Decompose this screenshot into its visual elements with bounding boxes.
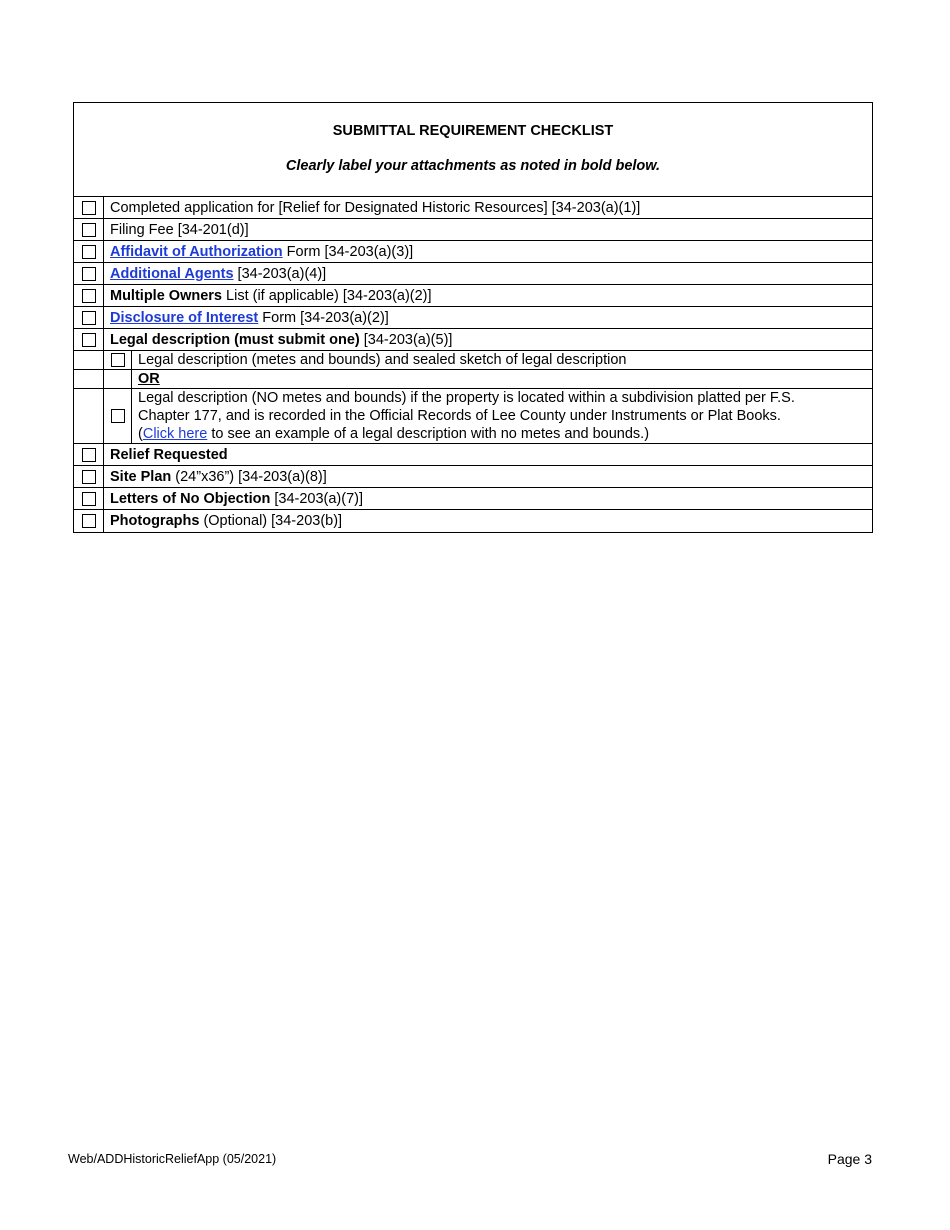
checkbox[interactable] (82, 514, 96, 528)
item-bold: Multiple Owners (110, 288, 222, 304)
legal-option-1: Legal description (metes and bounds) and sealed sketch of legal description (138, 352, 627, 368)
checkbox[interactable] (82, 289, 96, 303)
additional-agents-link[interactable]: Additional Agents (110, 266, 234, 282)
legal-sub-row (74, 389, 872, 444)
item-text: [34-203(a)(5)] (359, 332, 453, 348)
checklist-row (74, 263, 872, 285)
submittal-checklist (73, 102, 873, 533)
item-bold: Letters of No Objection (110, 491, 271, 507)
checkbox[interactable] (82, 245, 96, 259)
checkbox[interactable] (82, 201, 96, 215)
checklist-row (74, 329, 872, 351)
checklist-header (74, 103, 872, 197)
disclosure-link[interactable]: Disclosure of Interest (110, 310, 259, 326)
checklist-row (74, 488, 872, 510)
item-text: (24”x36”) [34-203(a)(8)] (171, 469, 327, 485)
item-text: [34-203(a)(7)] (270, 491, 364, 507)
checklist-subtitle: Clearly label your attachments as noted in bold below. (285, 158, 661, 174)
click-here-link[interactable]: Click here (142, 426, 208, 442)
legal-option-2-line-2: Chapter 177, and is recorded in the Official Records of Lee County under Instruments or Plat Books. (138, 408, 781, 424)
checkbox[interactable] (82, 267, 96, 281)
checkbox[interactable] (82, 223, 96, 237)
legal-option-2-line-1: Legal description (NO metes and bounds) if the property is located within a subdivision platted per F.S. (138, 390, 795, 406)
checklist-row (74, 307, 872, 329)
or-label: OR (138, 371, 160, 387)
checklist-row (74, 197, 872, 219)
item-bold: Site Plan (110, 469, 172, 485)
item-text: (Optional) [34-203(b)] (199, 513, 343, 529)
checklist-row (74, 219, 872, 241)
item-text: Form [34-203(a)(3)] (282, 244, 414, 260)
item-text: Form [34-203(a)(2)] (258, 310, 389, 326)
checkbox[interactable] (111, 409, 125, 423)
legal-option-2-line-3: to see an example of a legal description with no metes and bounds.) (207, 426, 650, 442)
checkbox[interactable] (82, 333, 96, 347)
item-bold: Legal description (must submit one) (110, 332, 360, 348)
item-text: List (if applicable) [34-203(a)(2)] (222, 288, 432, 304)
checklist-row (74, 285, 872, 307)
checklist-row (74, 444, 872, 466)
affidavit-link[interactable]: Affidavit of Authorization (110, 244, 283, 260)
legal-sub-row (74, 351, 872, 370)
item-text: [34-203(a)(4)] (233, 266, 327, 282)
paren-open: ( (138, 426, 143, 442)
item-bold: Photographs (110, 513, 200, 529)
checkbox[interactable] (82, 470, 96, 484)
checkbox[interactable] (82, 311, 96, 325)
checkbox[interactable] (82, 492, 96, 506)
checklist-title: SUBMITTAL REQUIREMENT CHECKLIST (332, 123, 614, 139)
page-number: Page 3 (827, 1151, 872, 1167)
checklist-row (74, 510, 872, 532)
checklist-row (74, 466, 872, 488)
checkbox[interactable] (82, 448, 96, 462)
checkbox[interactable] (111, 353, 125, 367)
item-text: Completed application for [Relief for Designated Historic Resources] [34-203(a)(1)] (110, 200, 641, 216)
legal-or-row (74, 370, 872, 389)
item-text: Filing Fee [34-201(d)] (110, 222, 249, 238)
item-bold: Relief Requested (110, 447, 228, 463)
footer-form-id: Web/ADDHistoricReliefApp (05/2021) (68, 1152, 277, 1166)
checklist-row (74, 241, 872, 263)
